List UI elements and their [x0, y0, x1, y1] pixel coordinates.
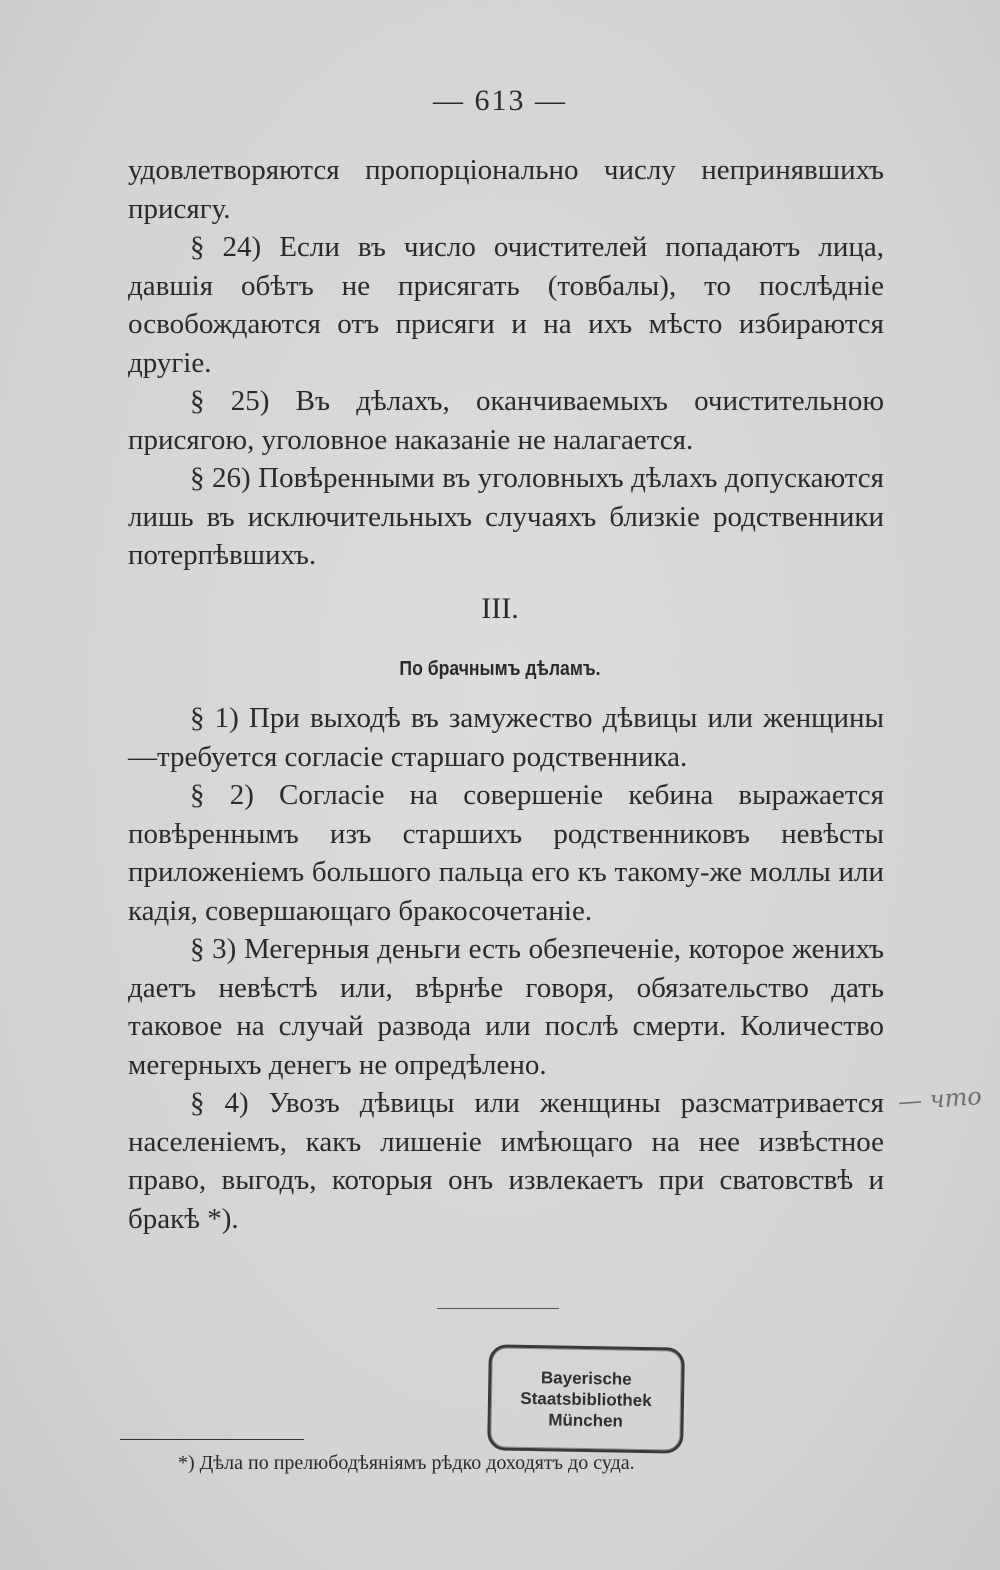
section-title: По брачнымъ дѣламъ. — [399, 658, 601, 680]
top-text-block — [128, 151, 884, 575]
paragraph-article-2: § 2) Согласіе на совершеніе кебина выражается повѣреннымъ изъ старшихъ родственниковъ невѣсты приложеніемъ большого пальца его къ такому-же моллы или кадія, совершающаго бракосочетаніе. — [128, 779, 884, 927]
paragraph-article-25: § 25) Въ дѣлахъ, оканчиваемыхъ очистительною присягою, уголовное наказаніе не налагается. — [128, 385, 884, 456]
section-text-block — [128, 699, 884, 1238]
section-numeral: III. — [481, 592, 519, 625]
stamp-line-3: München — [548, 1409, 624, 1431]
paragraph-article-4: § 4) Увозъ дѣвицы или женщины разсматривается населеніемъ, какъ лишеніе имѣющаго на нее извѣстное право, выгодъ, которыя онъ извлекаетъ при сватовствѣ и бракѣ *). — [128, 1087, 884, 1235]
paragraph-article-1: § 1) При выходѣ въ замужество дѣвицы или женщины—требуется согласіе старшаго родственника. — [128, 702, 884, 773]
paragraph-article-26: § 26) Повѣренными въ уголовныхъ дѣлахъ допускаются лишь въ исключительныхъ случаяхъ близкіе родственники потерпѣвшихъ. — [128, 462, 884, 571]
footnote: *) Дѣла по прелюбодѣяніямъ рѣдко доходятъ до суда. — [178, 1452, 635, 1474]
stamp-line-2: Staatsbibliothek — [520, 1388, 652, 1410]
section-separator — [437, 1308, 559, 1309]
library-stamp — [487, 1344, 685, 1453]
stamp-line-1: Bayerische — [540, 1367, 632, 1389]
page-number: — 613 — — [433, 84, 567, 117]
paragraph-article-3: § 3) Мегерныя деньги есть обезпеченіе, которое женихъ даетъ невѣстѣ или, вѣрнѣе говоря, обязательство дать таковое на случай развода или послѣ смерти. Количество мегерныхъ денегъ не опредѣлено. — [128, 933, 884, 1081]
paragraph-article-24: § 24) Если въ число очистителей попадаютъ лица, давшія обѣтъ не присягать (товбалы), то послѣдніе освобождаются отъ присяги и на ихъ мѣсто избираются другіе. — [128, 231, 884, 379]
footnote-rule — [120, 1439, 304, 1440]
paragraph-continuation: удовлетворяются пропорціонально числу непринявшихъ присягу. — [128, 154, 884, 225]
handwritten-margin-note: — что — [897, 1082, 983, 1116]
